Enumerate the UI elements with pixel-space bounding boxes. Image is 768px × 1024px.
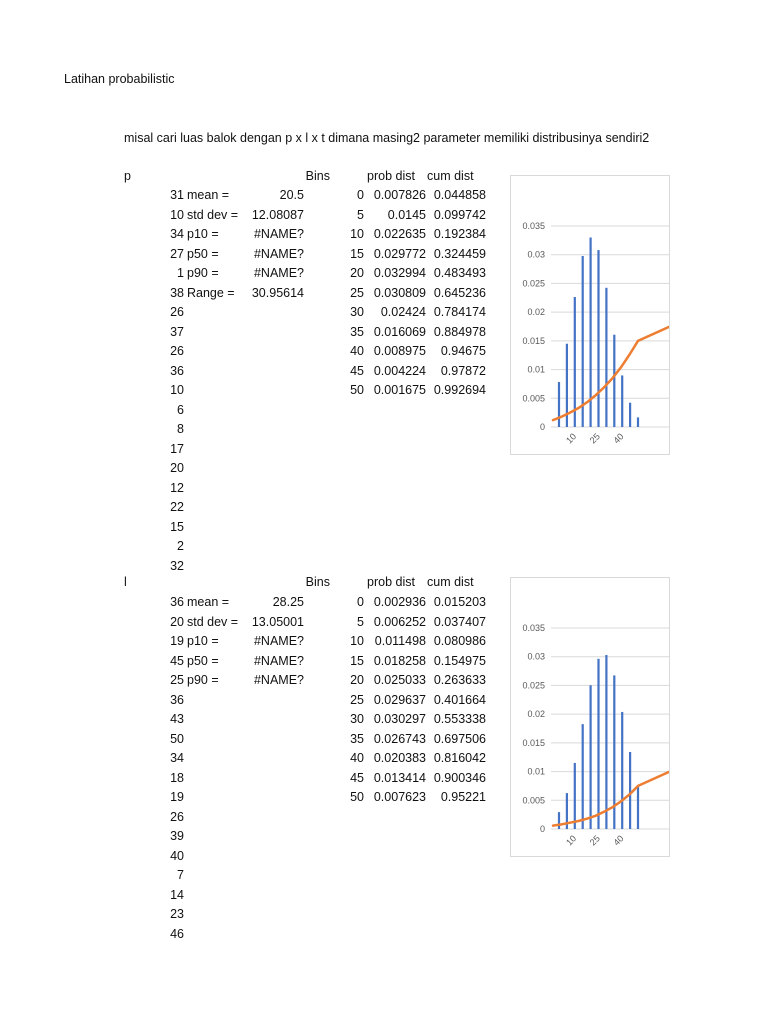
p-stat-values: [240, 186, 304, 303]
y-tick-label: 0.02: [527, 709, 545, 720]
stat-value: 20.5: [279, 188, 304, 202]
stat-label: p90 =: [187, 673, 219, 687]
bin-cell: 15: [350, 653, 364, 668]
stat-value: 28.25: [272, 595, 304, 609]
prob-cell: 0.013414: [373, 770, 426, 785]
value-cell: 27: [170, 246, 184, 261]
l-stat-values: [240, 593, 304, 691]
bar-0: [558, 382, 560, 427]
prob-cell: 0.0145: [387, 207, 426, 222]
bin-cell: 10: [350, 227, 364, 241]
x-tick-label: 40: [611, 431, 626, 446]
cum-cell: 0.037407: [433, 614, 486, 629]
value-cell: 7: [177, 868, 184, 882]
stat-label: p50 =: [187, 653, 219, 668]
stat-label: p50 =: [187, 246, 219, 261]
cum-cell: 0.401664: [433, 692, 486, 707]
bar-35: [613, 335, 615, 427]
page-title: Latihan probabilistic: [64, 72, 175, 86]
y-tick-label: 0.025: [522, 680, 545, 691]
prob-cell: 0.032994: [373, 266, 426, 280]
cum-cell: 0.324459: [433, 246, 486, 261]
cum-cell: 0.044858: [433, 188, 486, 202]
prob-cell: 0.022635: [373, 227, 426, 241]
prob-cell: 0.030809: [373, 285, 426, 300]
prob-cell: 0.030297: [373, 712, 426, 726]
l-histogram-svg: [511, 578, 669, 856]
bin-cell: 0: [357, 595, 364, 609]
stat-value: #NAME?: [253, 266, 304, 280]
value-cell: 34: [170, 227, 184, 241]
y-tick-label: 0.035: [522, 221, 545, 231]
prob-cell: 0.007623: [373, 790, 426, 804]
prob-cell: 0.02424: [380, 305, 426, 319]
y-tick-label: 0.01: [527, 364, 545, 375]
value-cell: 43: [170, 712, 184, 726]
stat-label: mean =: [187, 188, 230, 202]
stat-value: #NAME?: [253, 246, 304, 261]
cum-cell: 0.816042: [433, 751, 486, 765]
value-cell: 26: [170, 809, 184, 824]
p-values-column: [160, 186, 184, 576]
value-cell: 32: [170, 558, 184, 573]
cum-cell: 0.94675: [440, 344, 486, 358]
value-cell: 25: [170, 673, 184, 687]
stat-value: #NAME?: [253, 634, 304, 648]
value-cell: 37: [170, 324, 184, 339]
l-cum-column: [424, 593, 486, 808]
value-cell: 6: [177, 402, 184, 417]
value-cell: 20: [170, 461, 184, 475]
value-cell: 34: [170, 751, 184, 765]
value-cell: 10: [170, 383, 184, 397]
y-tick-label: 0: [539, 422, 545, 432]
var-label-l: l: [124, 575, 127, 589]
cum-cell: 0.992694: [433, 383, 486, 397]
var-label-p: p: [124, 169, 131, 183]
p-stat-labels: [187, 186, 238, 303]
x-tick-label: 40: [611, 833, 626, 848]
y-tick-label: 0.015: [522, 737, 545, 748]
prob-cell: 0.018258: [373, 653, 426, 668]
y-tick-label: 0.03: [527, 651, 545, 662]
p-prob-header: prob dist: [367, 169, 415, 183]
value-cell: 39: [170, 829, 184, 843]
value-cell: 14: [170, 887, 184, 902]
bin-cell: 30: [350, 712, 364, 726]
bar-30: [605, 655, 607, 829]
value-cell: 12: [170, 480, 184, 495]
l-stat-labels: [187, 593, 238, 691]
bin-cell: 5: [357, 614, 364, 629]
l-bins-column: [336, 593, 364, 808]
value-cell: 26: [170, 344, 184, 358]
bin-cell: 50: [350, 383, 364, 397]
bin-cell: 0: [357, 188, 364, 202]
x-tick-label: 10: [564, 431, 579, 446]
cum-cell: 0.553338: [433, 712, 486, 726]
stat-value: #NAME?: [253, 673, 304, 687]
p-bins-header: Bins: [305, 169, 330, 183]
prob-cell: 0.016069: [373, 324, 426, 339]
l-prob-column: [366, 593, 426, 808]
x-tick-label: 10: [564, 833, 579, 848]
bar-50: [637, 417, 639, 427]
cum-cell: 0.483493: [433, 266, 486, 280]
cum-cell: 0.154975: [433, 653, 486, 668]
bar-45: [629, 752, 631, 829]
stat-value: 13.05001: [251, 614, 304, 629]
value-cell: 45: [170, 653, 184, 668]
y-tick-label: 0.015: [522, 335, 545, 346]
y-tick-label: 0.005: [522, 795, 545, 806]
bin-cell: 30: [350, 305, 364, 319]
bin-cell: 5: [357, 207, 364, 222]
cum-cell: 0.784174: [433, 305, 486, 319]
y-tick-label: 0.005: [522, 393, 545, 404]
prob-cell: 0.007826: [373, 188, 426, 202]
value-cell: 20: [170, 614, 184, 629]
cum-cell: 0.697506: [433, 731, 486, 746]
prob-cell: 0.011498: [374, 634, 426, 648]
bar-25: [597, 250, 599, 427]
value-cell: 22: [170, 500, 184, 514]
bar-15: [582, 724, 584, 829]
value-cell: 36: [170, 595, 184, 609]
page-subtitle: misal cari luas balok dengan p x l x t dimana masing2 parameter memiliki distribusinya sendiri2: [124, 131, 650, 145]
value-cell: 50: [170, 731, 184, 746]
value-cell: 19: [170, 790, 184, 804]
bar-10: [574, 763, 576, 829]
bin-cell: 40: [350, 344, 364, 358]
x-tick-label: 25: [587, 833, 602, 848]
stat-value: #NAME?: [253, 227, 304, 241]
y-tick-label: 0.03: [527, 249, 545, 260]
value-cell: 26: [170, 305, 184, 319]
prob-cell: 0.002936: [373, 595, 426, 609]
prob-cell: 0.008975: [373, 344, 426, 358]
bin-cell: 45: [350, 363, 364, 378]
bin-cell: 10: [350, 634, 364, 648]
p-prob-column: [366, 186, 426, 401]
cum-cell: 0.015203: [433, 595, 486, 609]
value-cell: 40: [170, 848, 184, 863]
cum-cell: 0.97872: [440, 363, 486, 378]
stat-label: mean =: [187, 595, 230, 609]
value-cell: 23: [170, 907, 184, 921]
bin-cell: 20: [350, 266, 364, 280]
bin-cell: 20: [350, 673, 364, 687]
bar-45: [629, 403, 631, 427]
value-cell: 17: [170, 441, 184, 456]
bin-cell: 40: [350, 751, 364, 765]
bar-0: [558, 812, 560, 829]
bin-cell: 45: [350, 770, 364, 785]
trend-line: [553, 772, 669, 826]
stat-label: std dev =: [187, 614, 239, 629]
x-tick-label: 25: [587, 431, 602, 446]
value-cell: 36: [170, 363, 184, 378]
bin-cell: 25: [350, 285, 364, 300]
value-cell: 10: [170, 207, 184, 222]
bin-cell: 15: [350, 246, 364, 261]
bar-30: [605, 288, 607, 427]
l-histogram-chart: [510, 577, 670, 857]
y-tick-label: 0.01: [527, 766, 545, 777]
stat-label: p90 =: [187, 266, 219, 280]
stat-label: Range =: [187, 285, 235, 300]
prob-cell: 0.025033: [373, 673, 426, 687]
prob-cell: 0.020383: [373, 751, 426, 765]
value-cell: 38: [170, 285, 184, 300]
cum-cell: 0.645236: [433, 285, 486, 300]
value-cell: 15: [170, 519, 184, 534]
stat-label: std dev =: [187, 207, 239, 222]
p-histogram-chart: [510, 175, 670, 455]
l-bins-header: Bins: [305, 575, 330, 589]
stat-label: p10 =: [187, 227, 219, 241]
p-histogram-svg: [511, 176, 669, 454]
p-cum-column: [424, 186, 486, 401]
prob-cell: 0.029637: [373, 692, 426, 707]
p-cum-header: cum dist: [427, 169, 474, 183]
prob-cell: 0.001675: [373, 383, 426, 397]
cum-cell: 0.95221: [440, 790, 486, 804]
stat-value: 12.08087: [251, 207, 304, 222]
prob-cell: 0.029772: [373, 246, 426, 261]
bin-cell: 25: [350, 692, 364, 707]
bin-cell: 50: [350, 790, 364, 804]
p-bins-column: [336, 186, 364, 401]
stat-value: 30.95614: [251, 285, 304, 300]
cum-cell: 0.192384: [433, 227, 486, 241]
value-cell: 46: [170, 926, 184, 941]
value-cell: 8: [177, 422, 184, 436]
value-cell: 18: [170, 770, 184, 785]
bar-20: [590, 685, 592, 829]
value-cell: 1: [177, 266, 184, 280]
cum-cell: 0.884978: [433, 324, 486, 339]
l-values-column: [160, 593, 184, 944]
l-prob-header: prob dist: [367, 575, 415, 589]
y-tick-label: 0.035: [522, 623, 545, 633]
bin-cell: 35: [350, 324, 364, 339]
bin-cell: 35: [350, 731, 364, 746]
cum-cell: 0.900346: [433, 770, 486, 785]
y-tick-label: 0.025: [522, 278, 545, 289]
cum-cell: 0.099742: [433, 207, 486, 222]
value-cell: 31: [170, 188, 184, 202]
cum-cell: 0.080986: [433, 634, 486, 648]
bar-25: [597, 659, 599, 829]
cum-cell: 0.263633: [433, 673, 486, 687]
y-tick-label: 0: [539, 824, 545, 834]
value-cell: 36: [170, 692, 184, 707]
bar-40: [621, 375, 623, 427]
bar-50: [637, 785, 639, 829]
prob-cell: 0.026743: [373, 731, 426, 746]
stat-label: p10 =: [187, 634, 219, 648]
value-cell: 2: [177, 539, 184, 553]
prob-cell: 0.004224: [373, 363, 426, 378]
l-cum-header: cum dist: [427, 575, 474, 589]
prob-cell: 0.006252: [373, 614, 426, 629]
bar-10: [574, 297, 576, 427]
bar-15: [582, 256, 584, 427]
stat-value: #NAME?: [253, 653, 304, 668]
bar-40: [621, 712, 623, 829]
y-tick-label: 0.02: [527, 307, 545, 318]
value-cell: 19: [170, 634, 184, 648]
